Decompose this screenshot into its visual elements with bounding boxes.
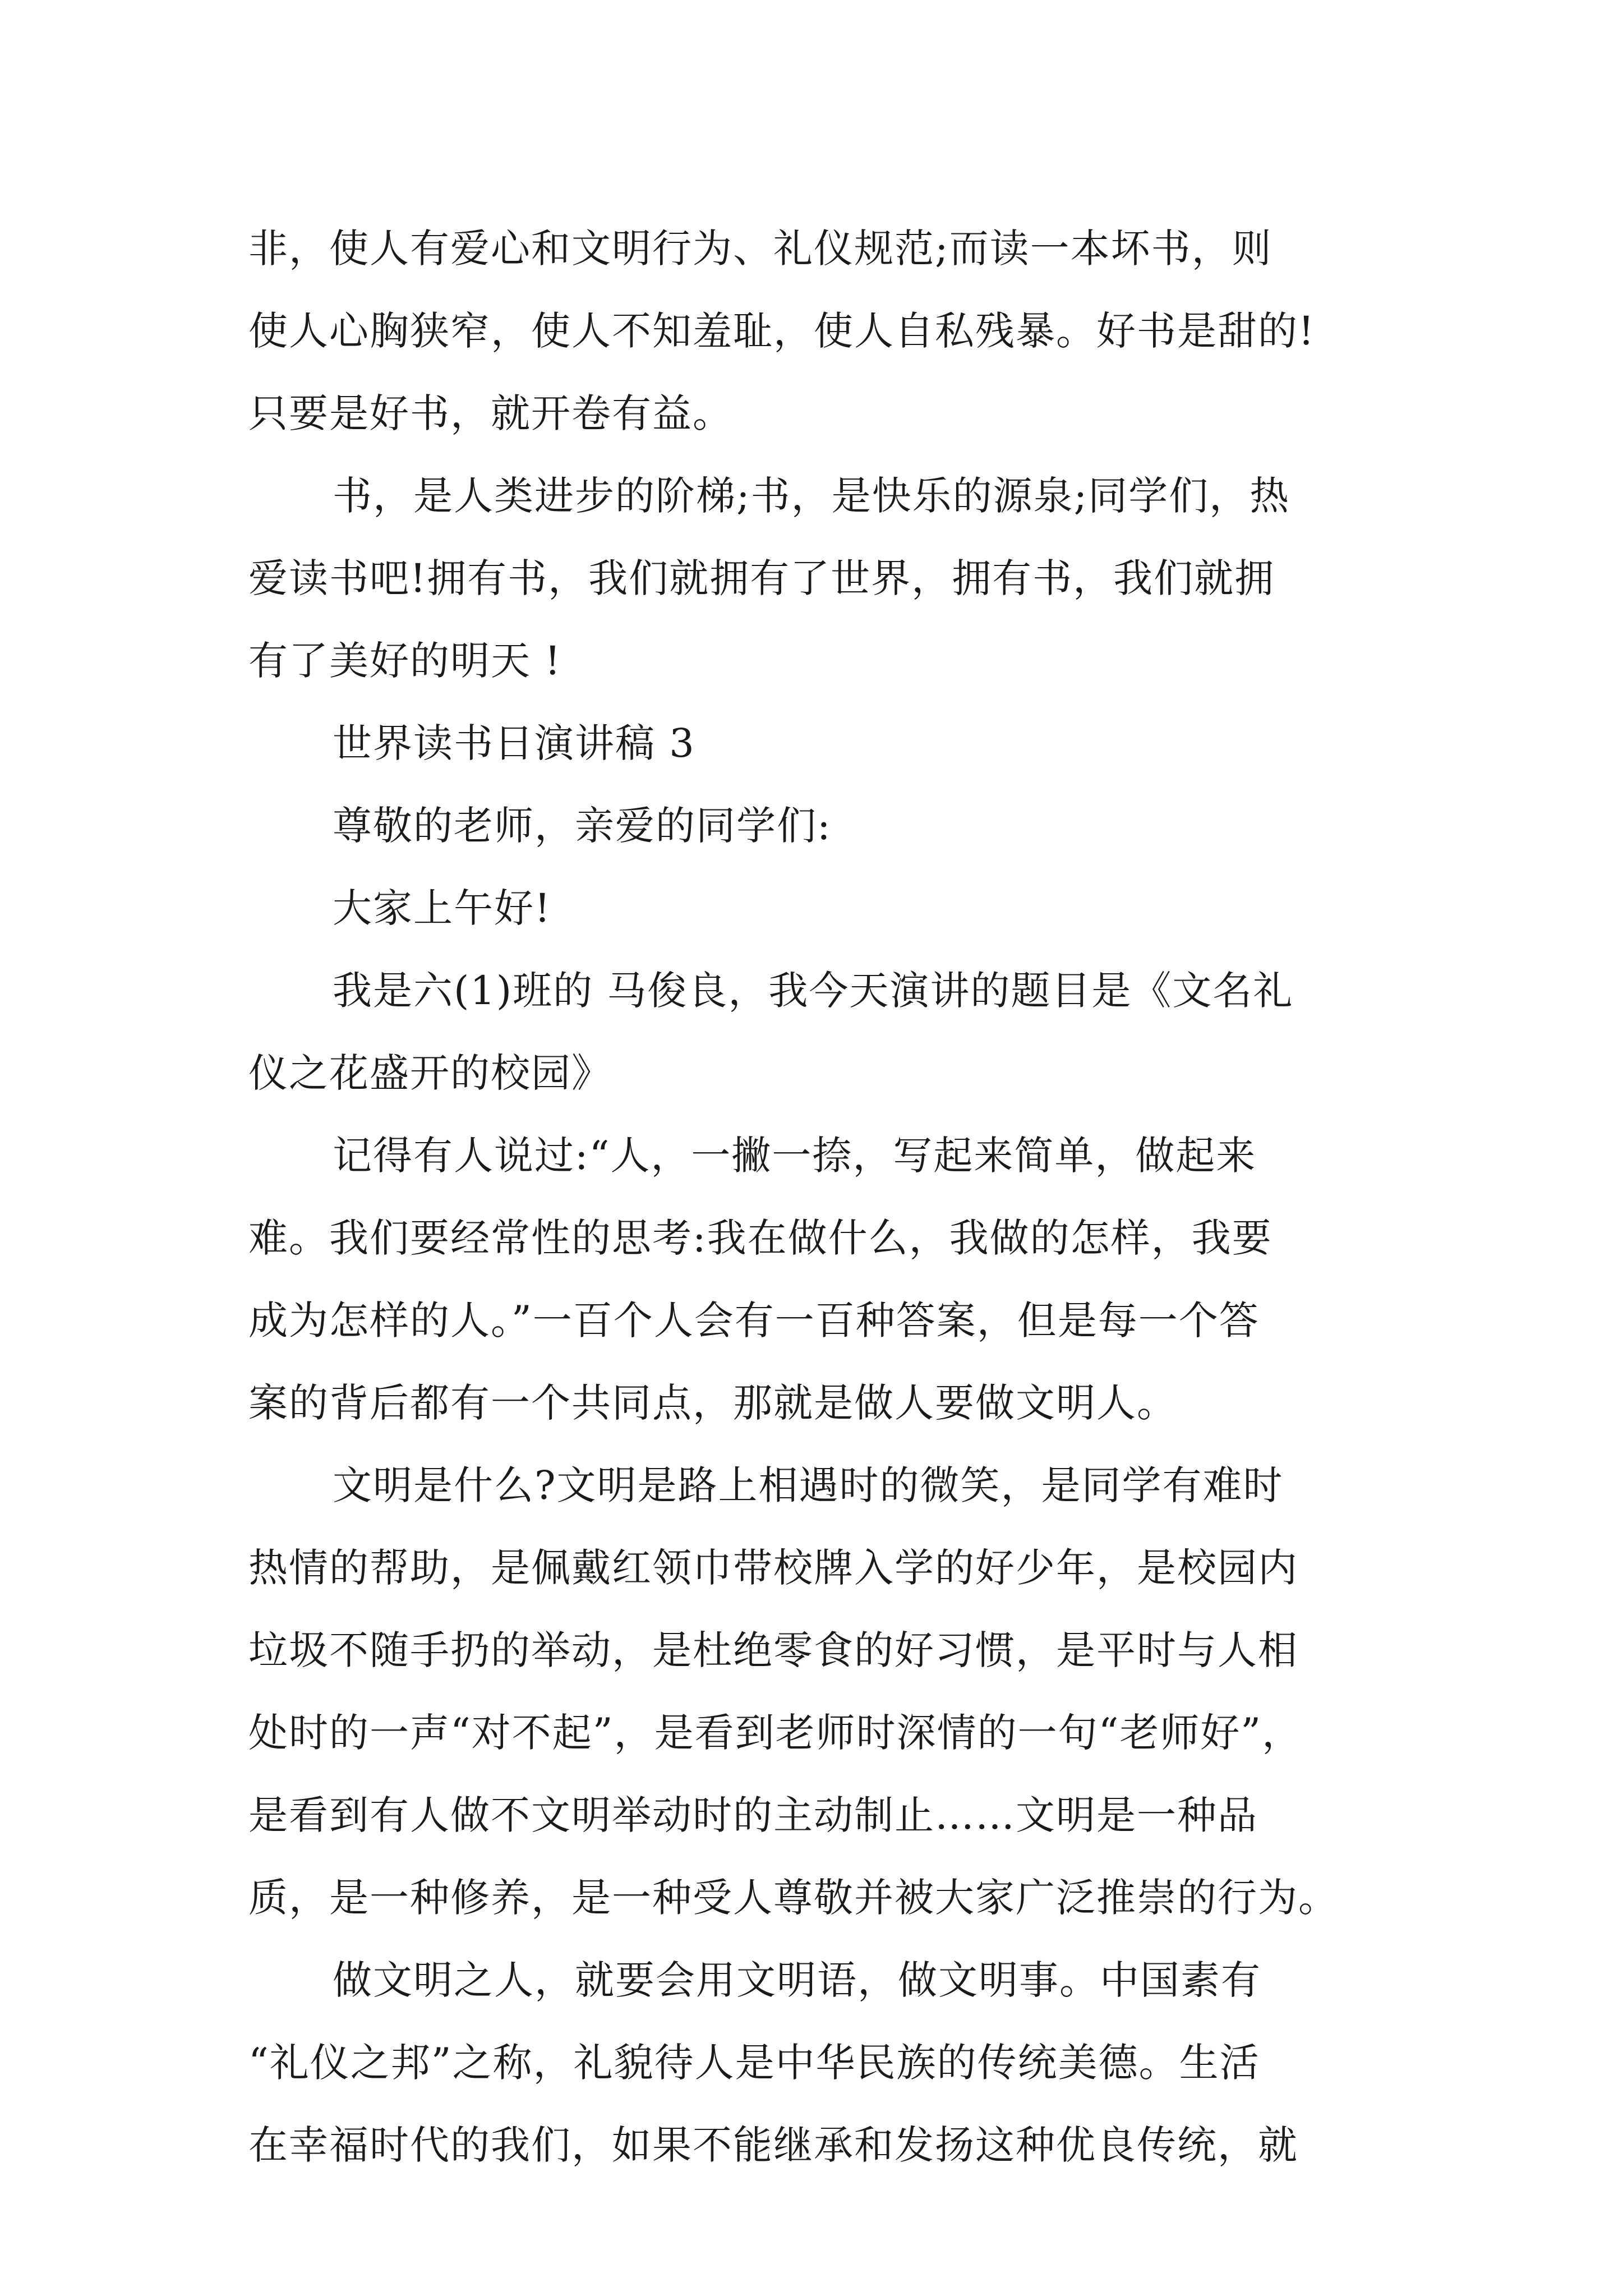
text-line: 大家上午好!	[333, 885, 552, 931]
text-line: 我是六(1)班的 马俊良，我今天演讲的题目是《文名礼	[333, 968, 1294, 1014]
text-line: 质，是一种修养，是一种受人尊敬并被大家广泛推崇的行为。	[248, 1875, 1339, 1921]
text-line: 处时的一声“对不起”，是看到老师时深情的一句“老师好”，	[248, 1710, 1303, 1756]
text-line: 世界读书日演讲稿 3	[333, 720, 695, 766]
text-line: 难。我们要经常性的思考:我在做什么，我做的怎样，我要	[248, 1215, 1272, 1261]
text-line: 案的背后都有一个共同点，那就是做人要做文明人。	[248, 1380, 1177, 1426]
text-line: 记得有人说过:“人，一撇一捺，写起来简单，做起来	[333, 1133, 1257, 1179]
document-body	[248, 208, 1381, 2187]
text-line: 成为怎样的人。”一百个人会有一百种答案，但是每一个答	[248, 1297, 1260, 1343]
text-line: 书，是人类进步的阶梯;书，是快乐的源泉;同学们，热	[333, 473, 1290, 519]
text-line: 是看到有人做不文明举动时的主动制止……文明是一种品	[248, 1792, 1258, 1838]
text-line: 尊敬的老师，亲爱的同学们:	[333, 803, 832, 849]
text-line: “礼仪之邦”之称，礼貌待人是中华民族的传统美德。生活	[248, 2040, 1260, 2086]
text-line: 仪之花盛开的校园》	[248, 1050, 612, 1096]
text-line: 热情的帮助，是佩戴红领巾带校牌入学的好少年，是校园内	[248, 1545, 1298, 1591]
text-line: 爱读书吧!拥有书，我们就拥有了世界，拥有书，我们就拥	[248, 555, 1275, 601]
text-line: 只要是好书，就开卷有益。	[248, 390, 733, 436]
text-line: 垃圾不随手扔的举动，是杜绝零食的好习惯，是平时与人相	[248, 1627, 1298, 1673]
text-line: 在幸福时代的我们，如果不能继承和发扬这种优良传统，就	[248, 2122, 1298, 2168]
text-line: 做文明之人，就要会用文明语，做文明事。中国素有	[333, 1957, 1261, 2003]
text-line: 使人心胸狭窄，使人不知羞耻，使人自私残暴。好书是甜的!	[248, 308, 1316, 354]
text-line: 有了美好的明天 !	[248, 638, 562, 684]
text-line: 非，使人有爱心和文明行为、礼仪规范;而读一本坏书，则	[248, 226, 1272, 272]
text-line: 文明是什么?文明是路上相遇时的微笑，是同学有难时	[333, 1462, 1284, 1508]
